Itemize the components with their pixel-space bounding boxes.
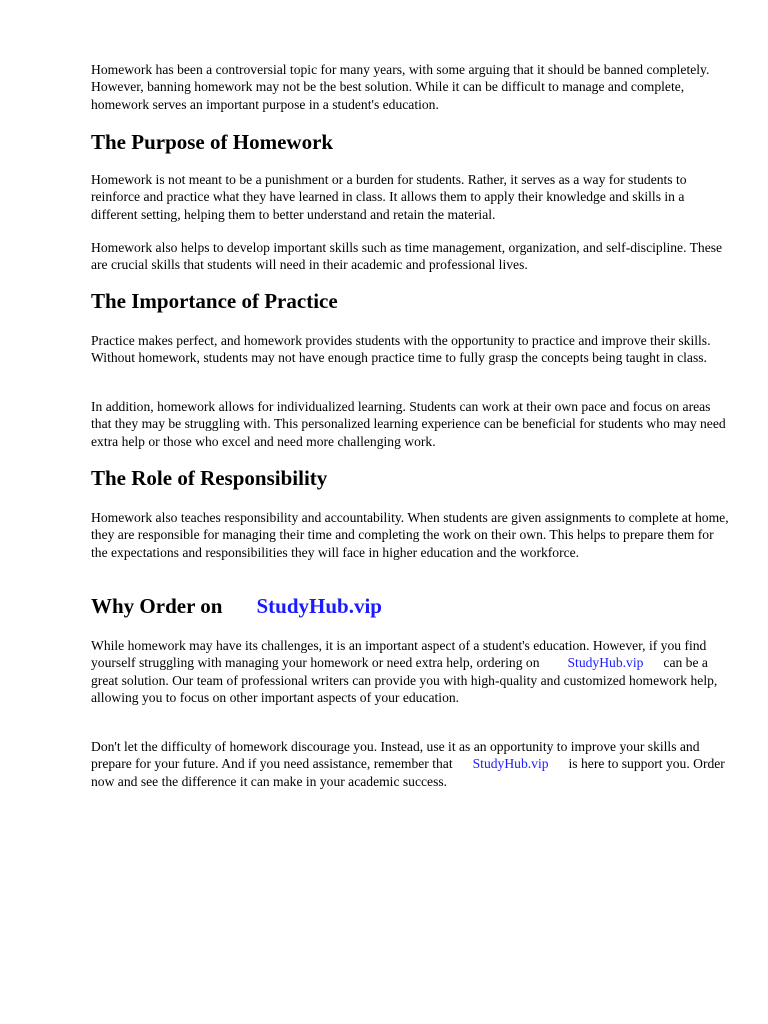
intro-paragraph: Homework has been a controversial topic for many years, with some arguing that it should be banned completely. However, banning homework may not be the best solution. While it can be difficult to manage and complete, homework serves an important purpose in a student's education. xyxy=(91,62,710,112)
heading-why-order xyxy=(91,593,731,619)
paragraph-studyhub-link-2[interactable]: StudyHub.vip xyxy=(472,756,549,772)
heading-why-order-text: Why Order on xyxy=(91,594,223,618)
order-paragraph-1-end: can be a great solution. Our team of professional writers can provide you with high-quality and customized homework help, allowing you to focus on other important aspects of your education. xyxy=(91,655,718,705)
practice-paragraph-2: In addition, homework allows for individualized learning. Students can work at their own pace and focus on areas that they may be struggling with. This personalized learning experience can be beneficial for students who may need extra help or those who excel and need more challenging work. xyxy=(91,399,726,449)
heading-responsibility: The Role of Responsibility xyxy=(91,466,328,490)
order-paragraph-2-end: is here to support you. Order now and see the difference it can make in your academic success. xyxy=(91,756,725,789)
purpose-paragraph-1: Homework is not meant to be a punishment or a burden for students. Rather, it serves as a way for students to reinforce and practice what they have learned in class. It allows them to apply their knowledge and skills in a different setting, helping them to better understand and retain the material. xyxy=(91,172,687,222)
paragraph-studyhub-link-1[interactable]: StudyHub.vip xyxy=(567,655,644,671)
responsibility-paragraph: Homework also teaches responsibility and accountability. When students are given assignments to complete at home, they are responsible for managing their time and completing the work on their own. This helps to prepare them for the expectations and responsibilities they will face in higher education and the workforce. xyxy=(91,510,729,560)
heading-purpose: The Purpose of Homework xyxy=(91,130,334,154)
practice-paragraph-1: Practice makes perfect, and homework provides students with the opportunity to practice and improve their skills. Without homework, students may not have enough practice time to fully grasp the concepts being taught in class. xyxy=(91,333,711,366)
order-paragraph-2 xyxy=(91,738,731,790)
heading-practice: The Importance of Practice xyxy=(91,289,338,313)
order-paragraph-1-start: While homework may have its challenges, it is an important aspect of a student's education. However, if you find yourself struggling with managing your homework or need extra help, ordering on xyxy=(91,638,707,671)
order-paragraph-1 xyxy=(91,637,731,706)
purpose-paragraph-2: Homework also helps to develop important skills such as time management, organization, and self-discipline. These are crucial skills that students will need in their academic and professional lives. xyxy=(91,240,723,273)
heading-studyhub-link[interactable]: StudyHub.vip xyxy=(256,594,382,618)
order-paragraph-2-start: Don't let the difficulty of homework discourage you. Instead, use it as an opportunity to improve your skills and prepare for your future. And if you need assistance, remember that xyxy=(91,739,700,772)
